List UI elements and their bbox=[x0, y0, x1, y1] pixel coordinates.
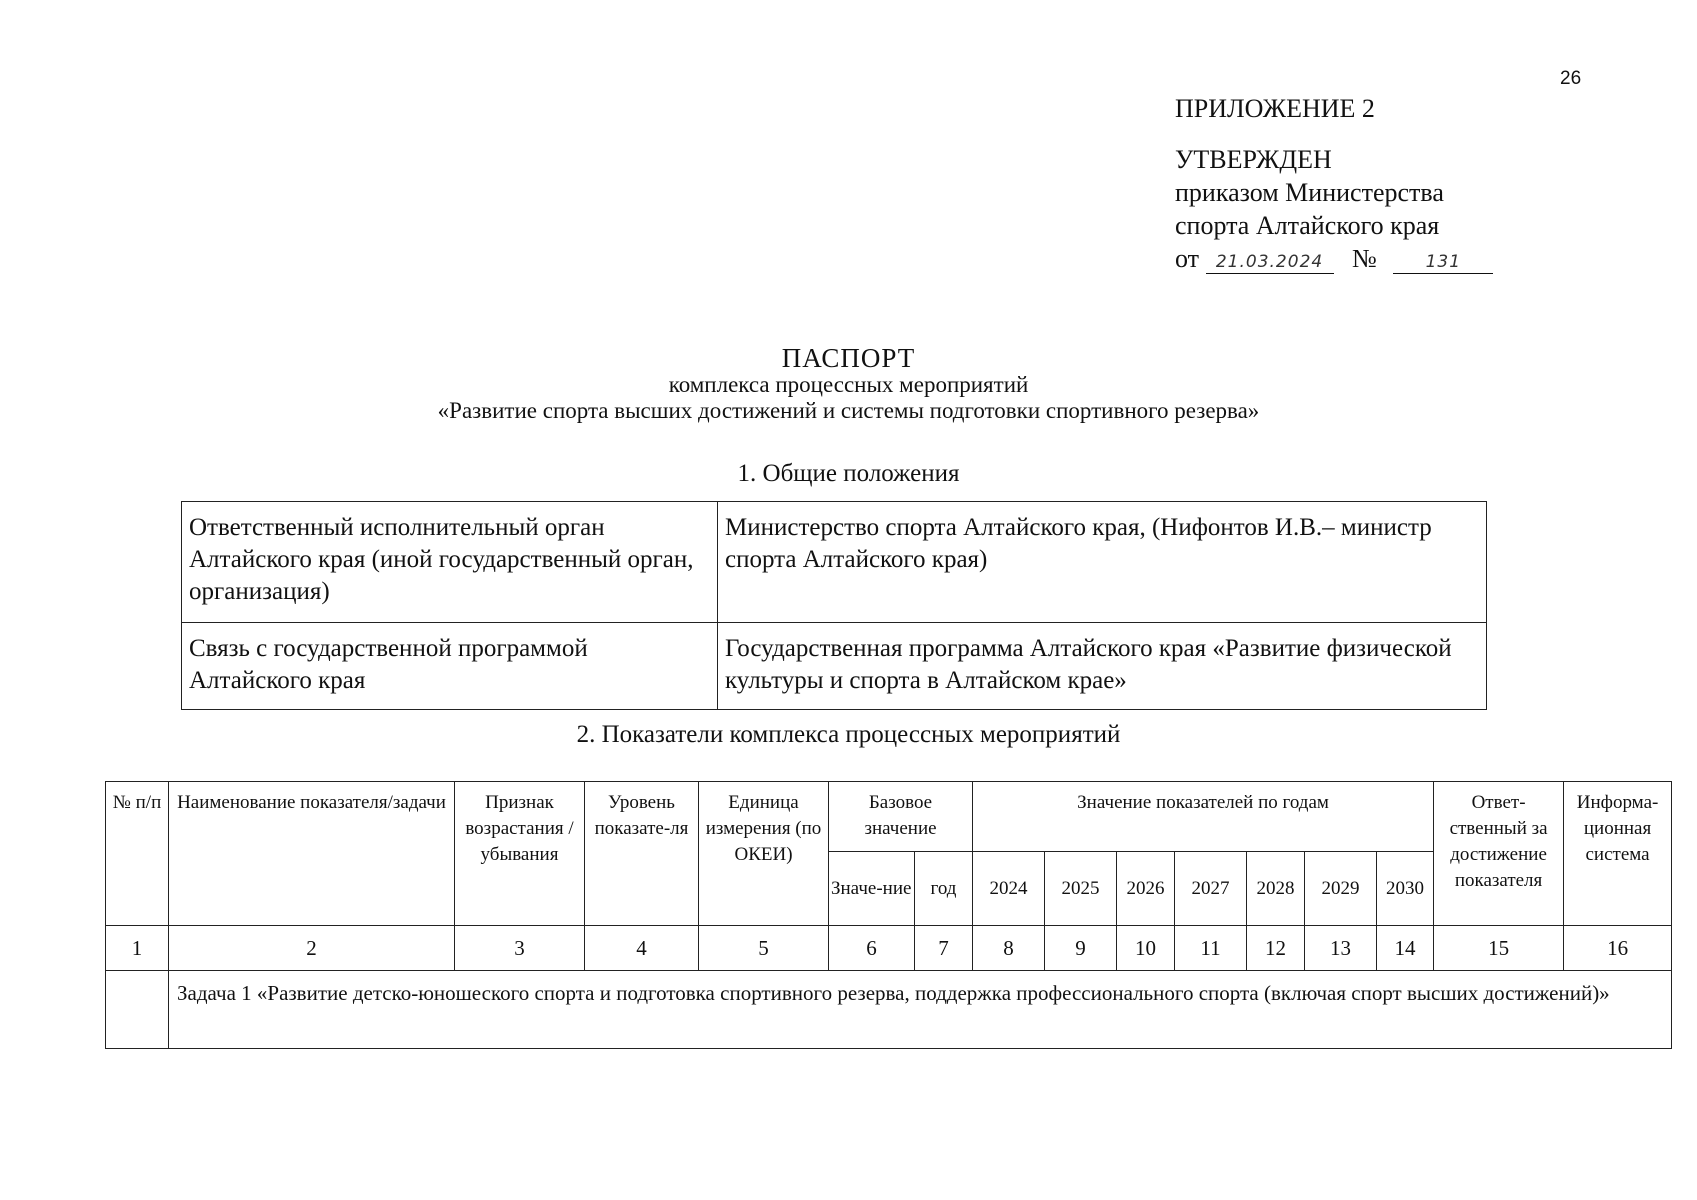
column-number: 14 bbox=[1377, 926, 1434, 971]
header-trend: Признак возрастания / убывания bbox=[455, 782, 585, 926]
column-number: 7 bbox=[915, 926, 973, 971]
header-year: 2030 bbox=[1377, 852, 1434, 926]
approval-line-1: приказом Министерства bbox=[1175, 178, 1444, 207]
section-2-title: 2. Показатели комплекса процессных мероприятий bbox=[576, 721, 1121, 748]
column-number: 6 bbox=[829, 926, 915, 971]
column-number: 11 bbox=[1175, 926, 1247, 971]
column-number: 4 bbox=[585, 926, 699, 971]
document-title: ПАСПОРТ bbox=[781, 343, 916, 373]
handwritten-date: 21.03.2024 bbox=[1206, 251, 1334, 274]
column-number: 5 bbox=[699, 926, 829, 971]
header-system: Информа-ционная система bbox=[1564, 782, 1672, 926]
handwritten-order-number: 131 bbox=[1393, 251, 1493, 274]
header-values-by-year: Значение показателей по годам bbox=[973, 782, 1434, 852]
header-year: 2027 bbox=[1175, 852, 1247, 926]
header-year: 2025 bbox=[1045, 852, 1117, 926]
table-row bbox=[182, 502, 1487, 623]
task-num-cell bbox=[106, 971, 169, 1049]
header-responsible: Ответ-ственный за достижение показателя bbox=[1434, 782, 1564, 926]
table-row bbox=[182, 623, 1487, 710]
header-year: 2029 bbox=[1305, 852, 1377, 926]
section-1-title: 1. Общие положения bbox=[737, 460, 960, 487]
appendix-label: ПРИЛОЖЕНИЕ 2 bbox=[1175, 94, 1375, 123]
column-number: 12 bbox=[1247, 926, 1305, 971]
approval-block bbox=[1175, 92, 1493, 275]
number-sign: № bbox=[1352, 244, 1377, 273]
header-level: Уровень показате-ля bbox=[585, 782, 699, 926]
header-unit: Единица измерения (по ОКЕИ) bbox=[699, 782, 829, 926]
approval-line-2: спорта Алтайского края bbox=[1175, 211, 1440, 240]
column-number: 15 bbox=[1434, 926, 1564, 971]
date-prefix: от bbox=[1175, 244, 1200, 273]
header-year: 2028 bbox=[1247, 852, 1305, 926]
row-label: Ответственный исполнительный орган Алтайского края (иной государственный орган, организация) bbox=[182, 502, 718, 623]
task-row bbox=[106, 971, 1672, 1049]
row-value: Министерство спорта Алтайского края, (Нифонтов И.В.– министр спорта Алтайского края) bbox=[718, 502, 1487, 623]
column-number: 13 bbox=[1305, 926, 1377, 971]
header-year: 2026 bbox=[1117, 852, 1175, 926]
page-number: 26 bbox=[1560, 68, 1582, 89]
row-value: Государственная программа Алтайского края «Развитие физической культуры и спорта в Алтайском крае» bbox=[718, 623, 1487, 710]
document-name: «Развитие спорта высших достижений и системы подготовки спортивного резерва» bbox=[437, 398, 1260, 423]
column-number-row bbox=[106, 926, 1672, 971]
header-base: Базовое значение bbox=[829, 782, 973, 852]
column-number: 2 bbox=[169, 926, 455, 971]
indicators-table bbox=[105, 781, 1672, 1049]
column-number: 16 bbox=[1564, 926, 1672, 971]
column-number: 10 bbox=[1117, 926, 1175, 971]
column-number: 8 bbox=[973, 926, 1045, 971]
header-base-year: год bbox=[915, 852, 973, 926]
approval-date-line bbox=[1175, 242, 1493, 275]
approved-label: УТВЕРЖДЕН bbox=[1175, 145, 1332, 174]
header-num: № п/п bbox=[106, 782, 169, 926]
header-row-1 bbox=[106, 782, 1672, 852]
column-number: 9 bbox=[1045, 926, 1117, 971]
document-subtitle: комплекса процессных мероприятий bbox=[668, 372, 1029, 397]
document-heading bbox=[0, 344, 1697, 424]
header-name: Наименование показателя/задачи bbox=[169, 782, 455, 926]
row-label: Связь с государственной программой Алтайского края bbox=[182, 623, 718, 710]
header-year: 2024 bbox=[973, 852, 1045, 926]
task-text: Задача 1 «Развитие детско-юношеского спорта и подготовка спортивного резерва, поддержка профессионального спорта (включая спорт высших достижений)» bbox=[169, 971, 1672, 1049]
header-base-value: Значе-ние bbox=[829, 852, 915, 926]
column-number: 3 bbox=[455, 926, 585, 971]
general-provisions-table bbox=[181, 501, 1487, 710]
column-number: 1 bbox=[106, 926, 169, 971]
